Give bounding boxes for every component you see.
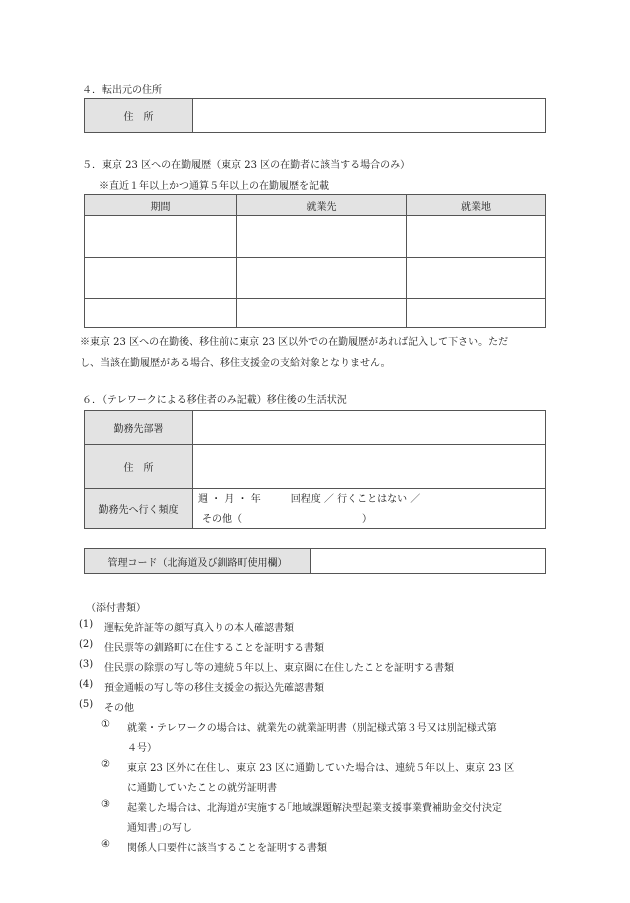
origin-address-label: 住 所: [85, 99, 192, 132]
sub-list-item-line-1: 東京 23 区外に在住し、東京 23 区に通勤していた場合は、連続５年以上、東京 23 区: [127, 763, 515, 774]
section-6-heading: ６．（テレワークによる移住者のみ記載）移住後の生活状況: [82, 395, 347, 406]
visit-frequency-other[interactable]: その他（ ）: [202, 514, 372, 525]
admin-code-field[interactable]: [311, 549, 545, 573]
origin-address-field[interactable]: [193, 99, 545, 132]
list-item: 運転免許証等の顔写真入りの本人確認書類: [104, 623, 294, 634]
work-history-table: [84, 194, 546, 328]
sub-list-item-line-1: 就業・テレワークの場合は、就業先の就業証明書（別記様式第３号又は別記様式第: [127, 723, 497, 734]
list-number: (5): [79, 699, 94, 710]
address-field[interactable]: [193, 445, 545, 488]
section-5-footnote-line-2: し、当該在勤履歴がある場合、移住支援金の支給対象となりません。: [80, 358, 391, 369]
sub-list-number: ①: [101, 719, 110, 730]
list-item: 預金通帳の写し等の移住支援金の振込先確認書類: [104, 683, 324, 694]
table-cell-employer[interactable]: [237, 299, 406, 327]
section-4-heading: ４．転出元の住所: [82, 85, 162, 96]
section-5-subnote: ※直近１年以上かつ通算５年以上の在勤履歴を記載: [99, 181, 329, 192]
list-item: 住民票の除票の写し等の連続５年以上、東京圏に在住したことを証明する書類: [104, 663, 454, 674]
list-number: (1): [79, 619, 94, 630]
sub-list-item-line-1: 関係人口要件に該当することを証明する書類: [127, 843, 327, 854]
list-number: (4): [79, 679, 94, 690]
list-item: その他: [104, 703, 134, 714]
admin-code-label: 管理コード（北海道及び釧路町使用欄）: [85, 549, 310, 573]
sub-list-number: ③: [101, 799, 110, 810]
sub-list-item-line-1: 起業した場合は、北海道が実施する｢地域課題解決型起業支援事業費補助金交付決定: [127, 803, 502, 814]
department-label: 勤務先部署: [113, 424, 164, 435]
department-field[interactable]: [193, 411, 545, 444]
table-cell-location[interactable]: [407, 258, 545, 298]
table-cell-location[interactable]: [407, 216, 545, 257]
section-5-heading: ５．東京 23 区への在勤履歴（東京 23 区の在勤者に該当する場合のみ）: [82, 160, 411, 171]
sub-list-number: ②: [101, 759, 110, 770]
visit-frequency-options[interactable]: 週 ・ 月 ・ 年 回程度 ／ 行くことはない ／: [198, 494, 421, 505]
visit-frequency-label: 勤務先へ行く頻度: [98, 505, 179, 516]
attachments-title: （添付書類）: [86, 603, 146, 614]
table-cell-location[interactable]: [407, 299, 545, 327]
header-period: 期間: [150, 201, 171, 213]
origin-address-table: [84, 98, 546, 133]
table-cell-employer[interactable]: [237, 258, 406, 298]
section-5-footnote-line-1: ※東京 23 区への在勤後、移住前に東京 23 区以外での在勤履歴があれば記入して下さい。ただ: [80, 337, 509, 348]
table-cell-period[interactable]: [85, 216, 236, 257]
table-cell-period[interactable]: [85, 258, 236, 298]
list-item: 住民票等の釧路町に在住することを証明する書類: [104, 643, 324, 654]
living-situation-table: [84, 410, 546, 529]
header-employer: 就業先: [306, 201, 337, 213]
table-cell-period[interactable]: [85, 299, 236, 327]
admin-code-table: [84, 548, 546, 574]
list-number: (2): [79, 639, 94, 650]
header-work-location: 就業地: [461, 201, 491, 213]
sub-list-item-line-2: ４号）: [127, 743, 157, 754]
table-cell-employer[interactable]: [237, 216, 406, 257]
sub-list-number: ④: [101, 839, 110, 850]
sub-list-item-line-2: に通勤していたことの就労証明書: [127, 783, 277, 794]
address-label: 住 所: [123, 463, 154, 474]
sub-list-item-line-2: 通知書｣の写し: [127, 823, 192, 834]
list-number: (3): [79, 659, 94, 670]
